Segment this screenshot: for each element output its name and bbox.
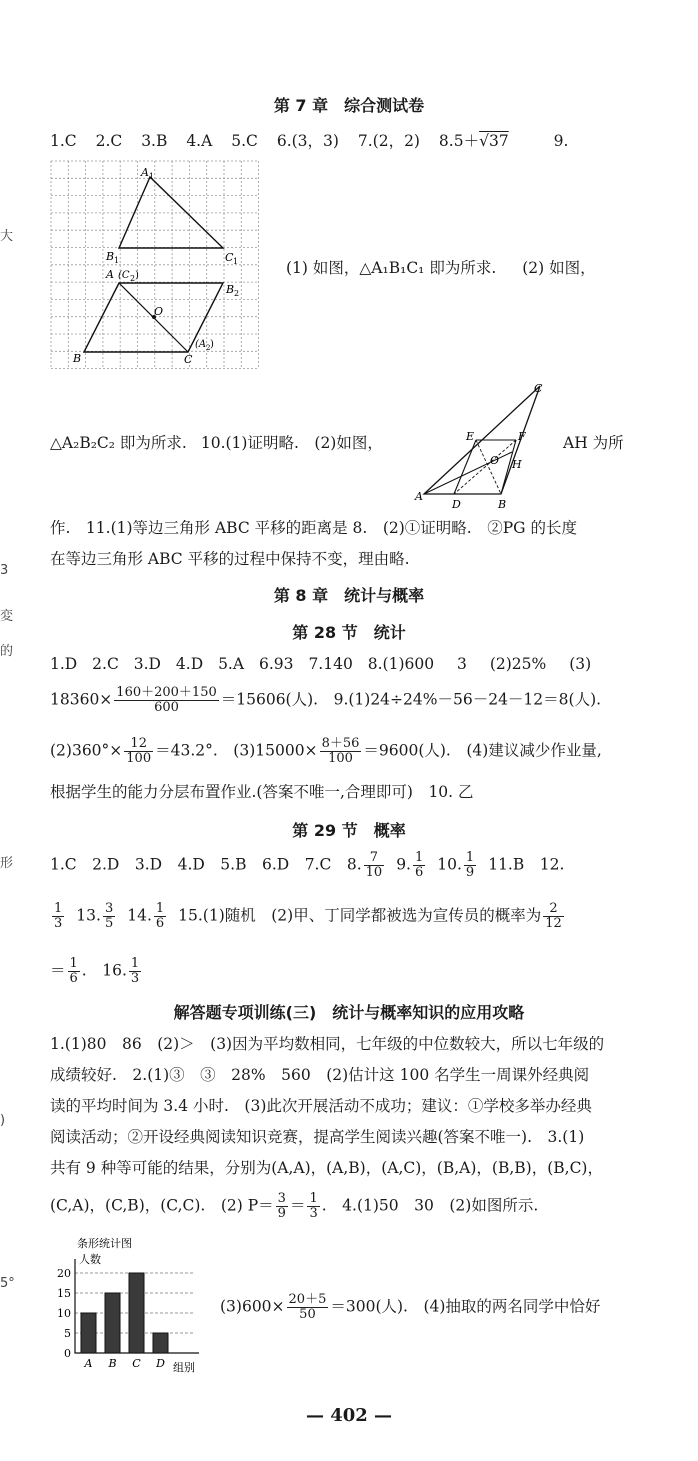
svg-text:1: 1: [114, 256, 120, 265]
special-line-3: 读的平均时间为 3.4 小时. (3)此次开展活动不成功；建议：①学校多举办经典: [50, 1097, 592, 1115]
chapter-7-title: 第 7 章 综合测试卷: [273, 96, 425, 115]
chart-ylabel: 人数: [79, 1253, 101, 1266]
bar-C: [129, 1273, 144, 1353]
q10-figure: [414, 378, 550, 510]
y-tick-label: 20: [57, 1267, 71, 1280]
svg-text:O: O: [154, 305, 164, 318]
q9-text-2: △A₂B₂C₂ 即为所求. 10.(1)证明略. (2)如图，: [50, 434, 383, 452]
special-line-4: 阅读活动；②开设经典阅读知识竞赛，提高学生阅读兴趣(答案不唯一). 3.(1): [50, 1128, 585, 1146]
svg-text:): ): [210, 339, 214, 350]
bar-D: [153, 1333, 168, 1353]
svg-text:B: B: [226, 283, 235, 296]
svg-text:A: A: [415, 490, 423, 503]
q10-tail: AH 为所: [563, 434, 624, 452]
section-29-title: 第 29 节 概率: [292, 821, 406, 840]
svg-text:F: F: [518, 430, 526, 443]
special-section-title: 解答题专项训练(三) 统计与概率知识的应用攻略: [173, 1003, 525, 1022]
chart-xlabel: 组别: [173, 1361, 195, 1374]
s29-line-2: $\frac{1}{3}$ 13. $\frac{3}{5}$ 14. $\frac{1}{6}$ 15.(1)随机 (2)甲、丁同学都被选为宣传员的概率为 $\frac{2}{12}$: [54, 901, 562, 931]
edge-mark: ): [0, 1113, 6, 1128]
s28-line-2: 18360× $\frac{160+200+150}{600}$ ＝15606(人). 9.(1)24÷24%－56－24－12＝8(人).: [50, 685, 602, 715]
svg-text:(C: (C: [118, 270, 130, 281]
special-line-6: (C,A)，(C,B)，(C,C). (2) P＝ $\frac{3}{9}$ ＝ $\frac{1}{3}$ . 4.(1)50 30 (2)如图所示.: [50, 1191, 539, 1221]
s28-line-3: (2)360°× $\frac{12}{100}$ ＝43.2°. (3)15000× $\frac{8+56}{100}$ ＝9600(人). (4)建议减少作业量,: [50, 736, 602, 766]
edge-mark: 的: [0, 644, 14, 659]
y-tick-label: 0: [64, 1347, 71, 1360]
bar-B: [105, 1293, 120, 1353]
special-line-2: 成绩较好. 2.(1)③ ③ 28% 560 (2)估计这 100 名学生一周课外经典阅: [50, 1066, 590, 1084]
svg-text:): ): [135, 270, 139, 281]
chart-title: 条形统计图: [77, 1237, 132, 1250]
edge-mark: 形: [0, 856, 14, 871]
svg-text:C: C: [184, 353, 193, 366]
svg-text:D: D: [452, 498, 461, 510]
svg-text:B: B: [73, 352, 82, 365]
y-tick-label: 5: [64, 1327, 71, 1340]
svg-text:C: C: [225, 251, 234, 264]
special-line-1: 1.(1)80 86 (2)＞ (3)因为平均数相同，七年级的中位数较大，所以七年级的: [50, 1035, 605, 1053]
q9-grid-figure: [50, 160, 262, 370]
svg-text:1: 1: [233, 257, 239, 266]
q9-text-1: (1) 如图，△A₁B₁C₁ 即为所求. (2) 如图，: [286, 259, 596, 277]
s28-line-1: 1.D 2.C 3.D 4.D 5.A 6.93 7.140 8.(1)600 3 (2)25% (3): [50, 655, 592, 673]
y-tick-label: 10: [57, 1307, 71, 1320]
svg-text:A: A: [141, 166, 149, 179]
svg-text:B: B: [498, 498, 507, 510]
special-line-5: 共有 9 种等可能的结果，分别为(A,A)，(A,B)，(A,C)，(B,A)，(B,B)，(B,C)，: [50, 1159, 603, 1177]
s28-line-4: 根据学生的能力分层布置作业.(答案不唯一,合理即可) 10. 乙: [50, 783, 474, 801]
section-28-title: 第 28 节 统计: [292, 623, 406, 642]
svg-text:E: E: [466, 430, 475, 443]
svg-text:O: O: [490, 454, 500, 467]
s29-line-1: 1.C 2.D 3.D 4.D 5.B 6.D 7.C 8. $\frac{7}{10}$ 9. $\frac{1}{6}$ 10. $\frac{1}{9}$ 11.B 12.: [50, 850, 565, 880]
q11-line-1: 作. 11.(1)等边三角形 ABC 平移的距离是 8. (2)①证明略. ②PG 的长度: [50, 519, 577, 537]
edge-mark: 3: [0, 563, 9, 578]
svg-text:B: B: [106, 250, 115, 263]
edge-mark: 5°: [0, 1276, 15, 1291]
svg-text:A: A: [106, 268, 114, 281]
s29-line-3: ＝ $\frac{1}{6}$ . 16. $\frac{1}{3}$: [50, 956, 140, 986]
svg-text:1: 1: [149, 172, 155, 181]
svg-text:2: 2: [206, 344, 211, 352]
bar-A: [81, 1313, 96, 1353]
chapter-8-title: 第 8 章 统计与概率: [273, 586, 425, 605]
q11-line-2: 在等边三角形 ABC 平移的过程中保持不变，理由略.: [50, 550, 410, 568]
y-tick-label: 15: [57, 1287, 71, 1300]
svg-text:H: H: [512, 458, 522, 471]
x-tick-label: B: [108, 1357, 117, 1370]
svg-text:C: C: [534, 382, 543, 395]
page-number: — 402 —: [305, 1405, 393, 1426]
svg-text:(A: (A: [195, 339, 207, 350]
x-tick-label: A: [84, 1357, 93, 1370]
svg-text:2: 2: [234, 289, 240, 298]
x-tick-label: D: [156, 1357, 165, 1370]
x-tick-label: C: [132, 1357, 141, 1370]
edge-mark: 変: [0, 609, 14, 624]
ch7-answers-line: 1.C 2.C 3.B 4.A 5.C 6.(3，3) 7.(2，2) 8.5＋√37 9.: [50, 132, 569, 150]
svg-text:2: 2: [130, 274, 136, 283]
special-line-7: (3)600× $\frac{20+5}{50}$ ＝300(人). (4)抽取的两名同学中恰好: [220, 1292, 601, 1322]
bar-chart: [55, 1235, 215, 1375]
edge-mark: 大: [0, 229, 14, 244]
